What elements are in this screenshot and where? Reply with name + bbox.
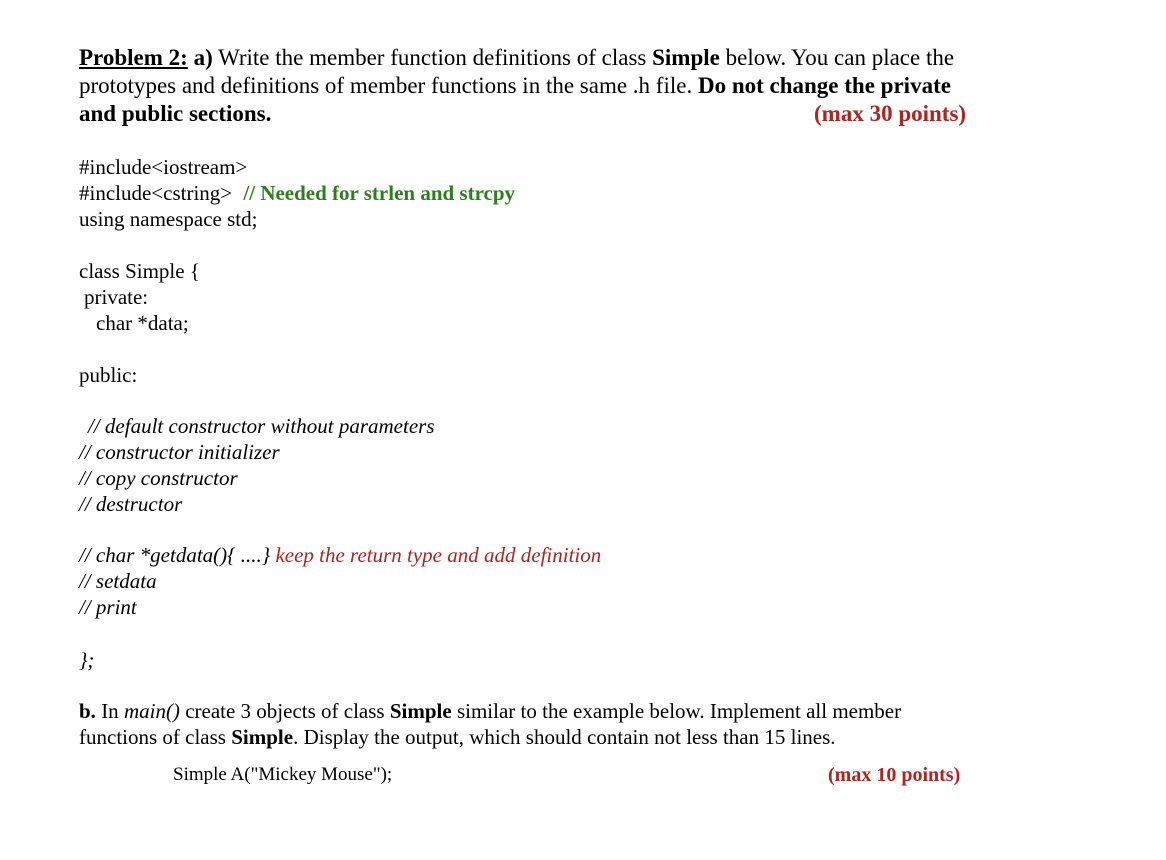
comment-getdata-line xyxy=(79,545,601,566)
comment-getdata: // char *getdata(){ ....} xyxy=(79,543,271,567)
comment-setdata: // setdata xyxy=(79,569,157,593)
part-b-line-1-mid: create 3 objects of class xyxy=(185,699,385,723)
part-a-label: a) xyxy=(193,45,213,70)
part-b-line-2 xyxy=(79,727,836,748)
problem-line-1-text: Write the member function definitions of class xyxy=(218,45,647,70)
comment-destructor: // destructor xyxy=(79,492,183,516)
part-b-line-1 xyxy=(79,701,901,722)
using-namespace: using namespace std; xyxy=(79,207,258,231)
part-b-line-2-tail: . Display the output, which should contain not less than 15 lines. xyxy=(293,725,836,749)
problem-heading: Problem 2: xyxy=(79,45,188,70)
part-b-line-2-class: Simple xyxy=(231,725,294,749)
public-label: public: xyxy=(79,363,138,387)
comment-print: // print xyxy=(79,595,137,619)
part-b-line-2-pre: functions of class xyxy=(79,725,226,749)
points-b: (max 10 points) xyxy=(828,764,961,786)
member-data: char *data; xyxy=(96,311,189,335)
example-code: Simple A("Mickey Mouse"); xyxy=(173,764,393,785)
problem-line-1 xyxy=(79,46,954,69)
private-label: private: xyxy=(84,285,149,309)
comment-default-ctor: // default constructor without parameters xyxy=(88,414,435,438)
problem-line-2 xyxy=(79,74,951,97)
problem-line-1-tail: below. You can place the xyxy=(725,45,955,70)
comment-ctor-initializer: // constructor initializer xyxy=(79,440,280,464)
include-cstring-line xyxy=(79,183,515,204)
part-b-label: b. xyxy=(79,699,96,723)
class-end: }; xyxy=(79,648,95,672)
problem-line-2-bold: Do not change the private xyxy=(697,73,951,98)
part-b-line-1-tail: similar to the example below. Implement all member xyxy=(456,699,902,723)
problem-line-3-bold: and public sections. xyxy=(79,101,272,126)
include-cstring-comment: // Needed for strlen and strcpy xyxy=(243,181,516,205)
class-name-simple: Simple xyxy=(652,45,720,70)
part-b-line-1-pre: In xyxy=(101,699,119,723)
comment-getdata-note: keep the return type and add definition xyxy=(275,543,602,567)
part-b-class-name: Simple xyxy=(389,699,452,723)
include-cstring: #include<cstring> xyxy=(79,181,233,205)
comment-copy-ctor: // copy constructor xyxy=(79,466,238,490)
points-a: (max 30 points) xyxy=(814,101,967,126)
problem-line-3 xyxy=(79,102,271,125)
problem-line-2-text: prototypes and definitions of member functions in the same .h file. xyxy=(79,73,693,98)
include-iostream: #include<iostream> xyxy=(79,155,248,179)
class-declaration: class Simple { xyxy=(79,259,200,283)
main-function: main() xyxy=(123,699,180,723)
